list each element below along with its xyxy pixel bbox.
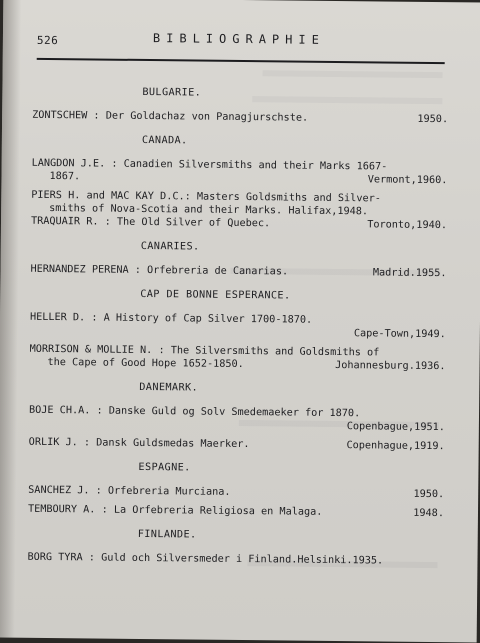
entry-text: MORRISON & MOLLIE N. : The Silversmiths and Goldsmiths of (29, 343, 380, 359)
bibliography-entry (31, 189, 447, 232)
header-rule (37, 58, 445, 64)
bibliography-list (27, 74, 448, 574)
country-heading: CANARIES. (140, 240, 200, 253)
country-heading: DANEMARK. (139, 381, 199, 394)
bibliography-entry (28, 503, 444, 520)
country-section (27, 527, 443, 568)
entry-text: BORG TYRA : Guld och Silversmeder i Finland.Helsinki.1935. (27, 551, 384, 567)
entry-imprint: Johannesburg.1936. (335, 359, 446, 373)
bibliography-entry (29, 343, 445, 373)
entry-line (28, 503, 444, 520)
country-heading: CAP DE BONNE ESPERANCE. (140, 288, 291, 302)
country-section (30, 239, 446, 280)
entry-text: ZONTSCHEW : Der Goldachaz von Panagjurschste. (32, 109, 309, 124)
entry-text: BOJE CH.A. : Danske Guld og Solv Smedemaeker for 1870. (28, 404, 361, 420)
bibliography-entry (27, 551, 443, 568)
entry-line (27, 551, 443, 568)
entry-imprint: Madrid.1955. (372, 267, 447, 280)
entry-line (28, 484, 444, 501)
entry-text: PIERS H. and MAC KAY D.C.: Masters Goldsmiths and Silver- (31, 189, 381, 205)
entry-line (29, 436, 445, 453)
bibliography-entry (28, 484, 444, 501)
bibliography-entry (29, 436, 445, 453)
entry-imprint: 1950. (417, 113, 449, 126)
entry-text: TEMBOURY A. : La Orfebreria Religiosa en Malaga. (27, 503, 323, 518)
entry-text: 1867. (49, 170, 81, 183)
country-section (28, 460, 445, 520)
entry-text: ORLIK J. : Dansk Guldsmedas Maerker. (28, 436, 250, 451)
page-header (37, 28, 447, 54)
entry-imprint: 1950. (413, 488, 445, 501)
entry-imprint: Toronto,1940. (367, 219, 448, 232)
country-section (29, 380, 446, 453)
entry-text: HELLER D. : A History of Cap Silver 1700-1870. (29, 311, 313, 326)
entry-imprint: 1948. (413, 507, 445, 520)
entry-imprint: Cape-Town,1949. (353, 328, 446, 341)
entry-text: TRAQUAIR R. : The Old Silver of Quebec. (30, 215, 271, 230)
entry-imprint: Copenhague,1919. (346, 440, 445, 453)
bibliography-entry (29, 404, 445, 434)
entry-line (32, 109, 448, 126)
entry-text: SANCHEZ J. : Orfebreria Murciana. (28, 484, 231, 498)
entry-text: the Cape of Good Hope 1652-1850. (47, 356, 244, 371)
country-section (32, 85, 448, 126)
country-heading: ESPAGNE. (138, 461, 191, 474)
entry-text: smiths of Nova-Scotia and their Marks. Halifax,1948. (49, 202, 369, 218)
country-heading: FINLANDE. (137, 528, 197, 541)
entry-text: HERNANDEZ PERENA : Orfebreria de Canarias. (30, 263, 289, 278)
entry-text: LANGDON J.E. : Canadien Silversmiths and their Marks 1667- (31, 157, 388, 173)
country-heading: BULGARIE. (142, 86, 202, 99)
running-head: BIBLIOGRAPHIE (152, 31, 325, 47)
bibliography-entry (32, 109, 448, 126)
entry-imprint: Vermont,1960. (367, 174, 448, 187)
page-number: 526 (36, 33, 59, 48)
country-section (31, 133, 448, 232)
entry-imprint: Copenbague,1951. (346, 421, 445, 434)
country-heading: CANADA. (141, 134, 188, 147)
country-section (29, 287, 446, 373)
bibliography-entry (30, 263, 446, 280)
bibliography-entry (30, 311, 446, 341)
bibliography-entry (31, 157, 447, 187)
page-gutter-shadow (0, 0, 21, 638)
entry-line (30, 263, 446, 280)
